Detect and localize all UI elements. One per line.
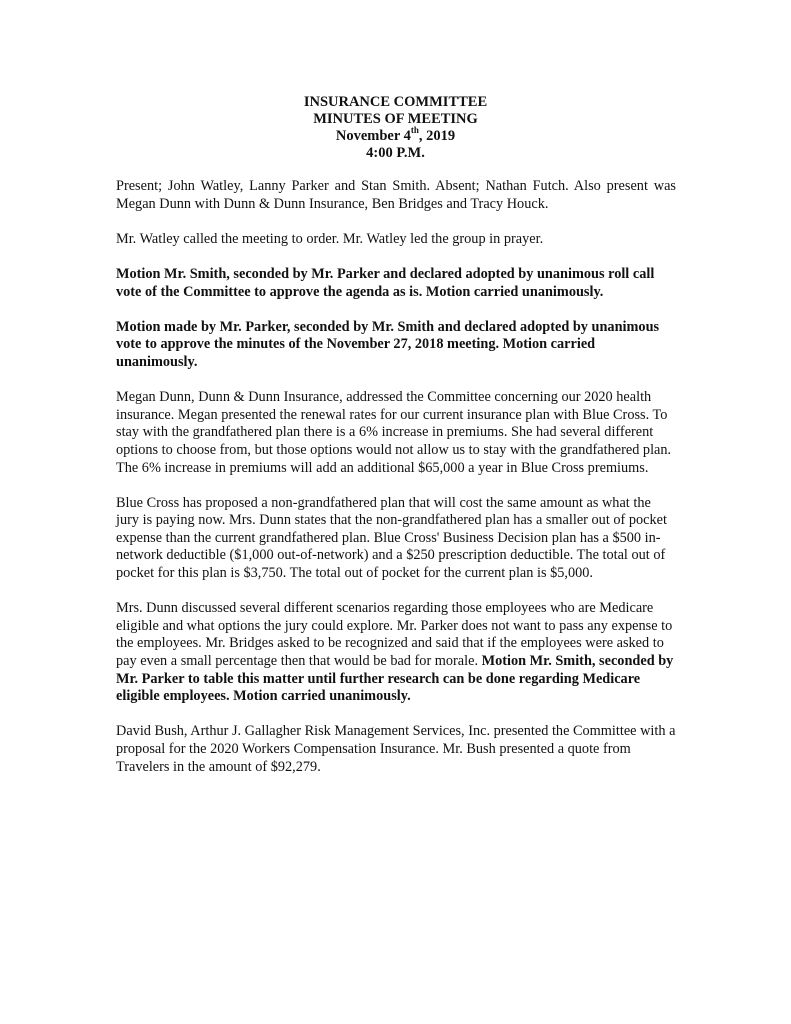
committee-title: INSURANCE COMMITTEE	[303, 94, 488, 110]
attendance-paragraph: Present; John Watley, Lanny Parker and Stan Smith. Absent; Nathan Futch. Also present was Megan Dunn with Dunn & Dunn Insurance, Ben Bridges and Tracy Houck.	[116, 178, 676, 212]
meeting-date-ordinal: th	[410, 125, 419, 136]
minutes-title: MINUTES OF MEETING	[313, 111, 478, 127]
medicare-paragraph	[116, 600, 676, 706]
workers-comp-paragraph: David Bush, Arthur J. Gallagher Risk Management Services, Inc. presented the Committee with a proposal for the 2020 Workers Compensation Insurance. Mr. Bush presented a quote from Travelers in the amount of $92,279.	[116, 723, 676, 775]
meeting-time: 4:00 P.M.	[366, 145, 425, 161]
meeting-date	[0, 125, 791, 145]
document-header	[0, 94, 791, 162]
medicare-motion-text: Motion Mr. Smith, seconded by Mr. Parker to table this matter until further research can be done regarding Medicare eligible employees. Motion carried unanimously.	[116, 653, 674, 705]
meeting-date-prefix: November 4	[335, 128, 411, 144]
minutes-motion-paragraph: Motion made by Mr. Parker, seconded by Mr. Smith and declared adopted by unanimous vote to approve the minutes of the November 27, 2018 meeting. Motion carried unanimously.	[116, 318, 660, 370]
call-to-order-paragraph: Mr. Watley called the meeting to order. Mr. Watley led the group in prayer.	[116, 230, 544, 247]
blue-cross-paragraph: Blue Cross has proposed a non-grandfathered plan that will cost the same amount as what the jury is paying now. Mrs. Dunn states that the non-grandfathered plan has a smaller out of pocket expense than the current grandfathered plan. Blue Cross' Business Decision plan has a $500 in-network deductible ($1,000 out-of-network) and a $250 prescription deductible. The total out of pocket for this plan is $3,750. The total out of pocket for the current plan is $5,000.	[116, 494, 667, 582]
agenda-motion-paragraph: Motion Mr. Smith, seconded by Mr. Parker and declared adopted by unanimous roll call vote of the Committee to approve the agenda as is. Motion carried unanimously.	[116, 265, 655, 300]
health-insurance-paragraph: Megan Dunn, Dunn & Dunn Insurance, addressed the Committee concerning our 2020 health insurance. Megan presented the renewal rates for our current insurance plan with Blue Cross. To stay with the grandfathered plan there is a 6% increase in premiums. She had several different options to choose from, but those options would not allow us to stay with the grandfathered plan. The 6% increase in premiums will add an additional $65,000 a year in Blue Cross premiums.	[116, 389, 672, 476]
minutes-body	[116, 178, 676, 794]
medicare-discussion-text: Mrs. Dunn discussed several different scenarios regarding those employees who are Medicare eligible and what options the jury could explore. Mr. Parker does not want to pass any expense to the employees. Mr. Bridges asked to be recognized and said that if the employees were asked to pay even a small percentage then that would be bad for morale.	[116, 600, 673, 670]
meeting-date-suffix: , 2019	[418, 128, 456, 144]
